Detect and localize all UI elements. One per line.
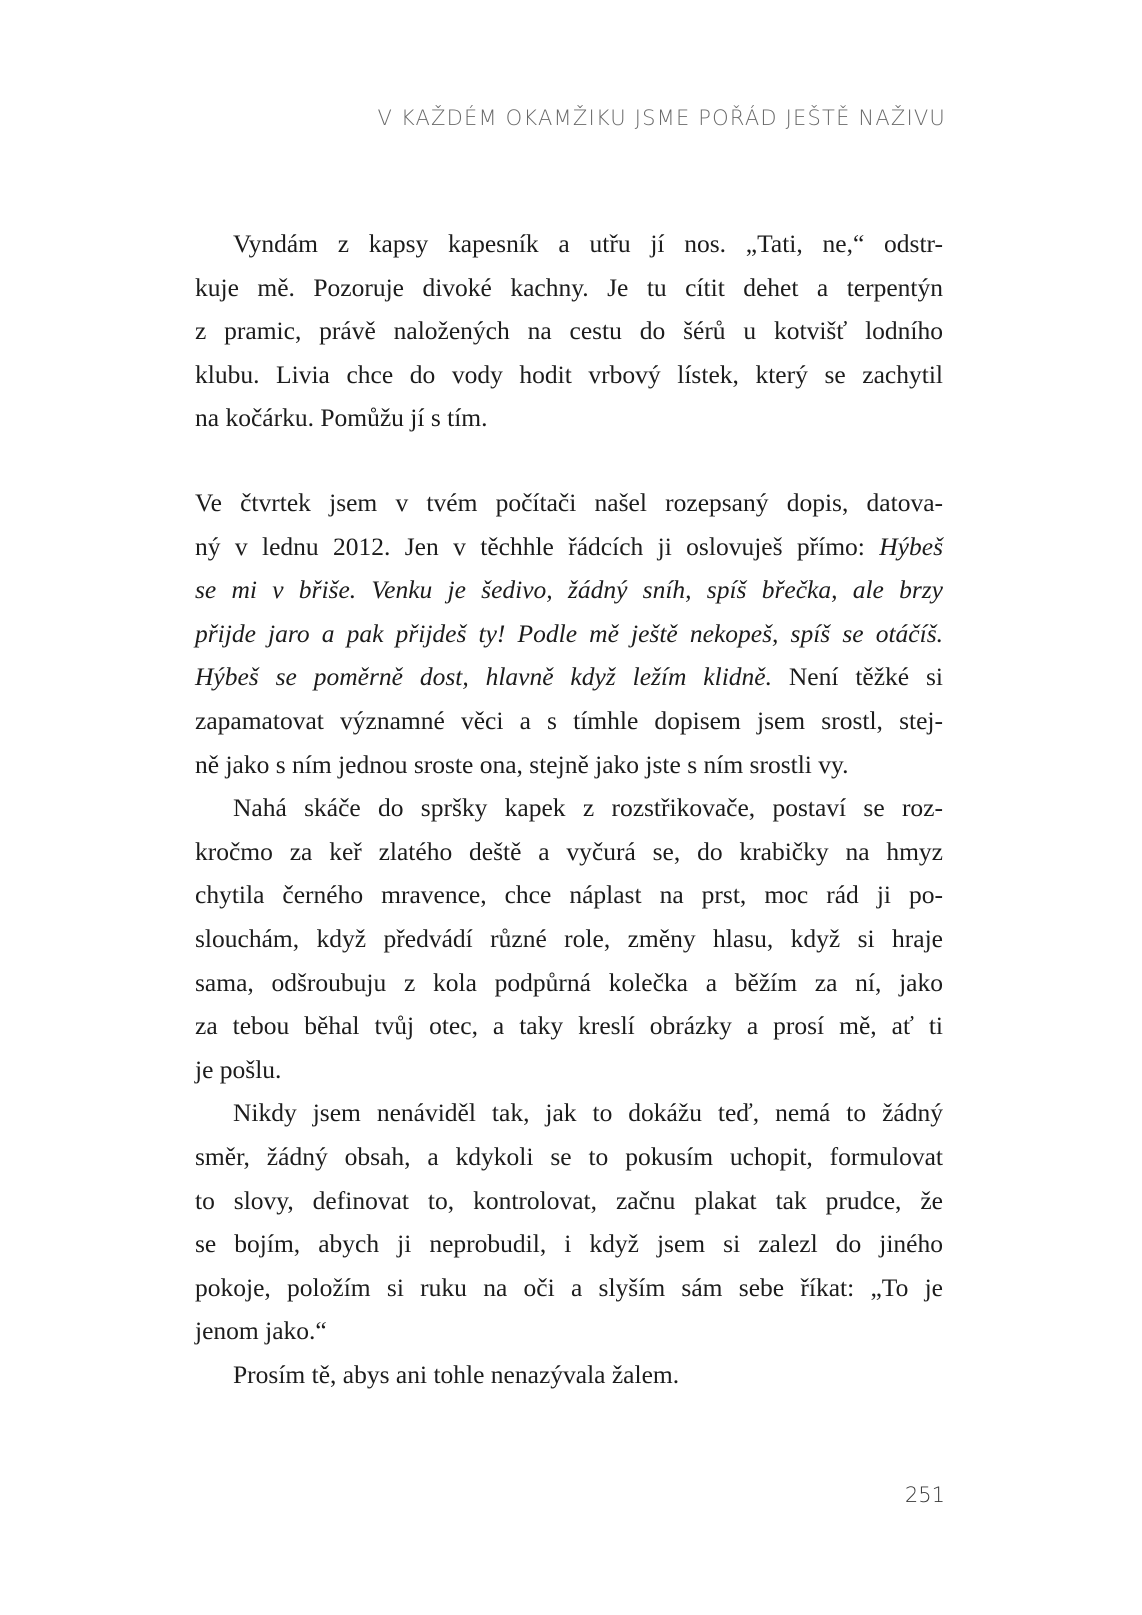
text-line — [195, 525, 943, 569]
text-line: kuje mě. Pozoruje divoké kachny. Je tu cítit dehet a terpentýn — [195, 272, 943, 302]
text-line: z pramic, právě naložených na cestu do šérů u kotvišť lodního — [195, 316, 943, 346]
text-line: Prosím tě, abys ani tohle nenazývala žalem. — [233, 1359, 680, 1389]
text-line — [195, 568, 943, 612]
text-line: Nikdy jsem nenáviděl tak, jak to dokážu teď, nemá to žádný — [233, 1098, 943, 1128]
text-section-dopis — [195, 481, 943, 1396]
text-line: Vyndám z kapsy kapesník a utřu jí nos. „Tati, ne,“ odstr- — [233, 229, 943, 258]
italic-quote-run: přijde jaro a pak přijdeš ty! Podle mě ještě nekopeš, spíš se otáčíš. — [195, 618, 943, 648]
italic-quote-run: Hýbeš — [879, 531, 943, 561]
text-line: směr, žádný obsah, a kdykoli se to pokusím uchopit, formulovat — [195, 1141, 943, 1171]
text-line: Ve čtvrtek jsem v tvém počítači našel rozepsaný dopis, datova- — [195, 488, 943, 517]
text-line: je pošlu. — [195, 1054, 282, 1084]
text-line: pokoje, položím si ruku na oči a slyším sám sebe říkat: „To je — [195, 1272, 943, 1302]
page-number: 251 — [904, 1483, 945, 1507]
text-line: za tebou běhal tvůj otec, a taky kreslí obrázky a prosí mě, ať ti — [195, 1011, 943, 1041]
paragraph-livia-kachny — [195, 222, 943, 440]
text-line: kročmo za keř zlatého deště a vyčurá se, do krabičky na hmyz — [195, 836, 943, 866]
running-head-title: V KAŽDÉM OKAMŽIKU JSME POŘÁD JEŠTĚ NAŽIVU — [377, 106, 946, 130]
text-line: Nahá skáče do spršky kapek z rozstřikovače, postaví se roz- — [233, 793, 943, 823]
text-line: chytila černého mravence, chce náplast na prst, moc rád ji po- — [195, 880, 943, 910]
text-line — [195, 612, 943, 656]
text-line: se bojím, abych ji neprobudil, i když jsem si zalezl do jiného — [195, 1229, 943, 1259]
text-line: zapamatovat významné věci a s tímhle dopisem jsem srostl, stej- — [195, 705, 943, 735]
paragraph-dopis — [195, 481, 943, 786]
paragraph-nikdy-jsem-nenavidel — [195, 1091, 943, 1353]
text-run: Není těžké si — [772, 662, 943, 692]
text-run: ný v lednu 2012. Jen v těchhle řádcích ji oslovuješ přímo: — [195, 531, 880, 561]
paragraph-prosim-te — [195, 1353, 943, 1397]
text-line: slouchám, když předvádí různé role, změny hlasu, když si hraje — [195, 923, 943, 953]
italic-quote-run: Hýbeš se poměrně dost, hlavně když ležím klidně. — [195, 662, 772, 692]
paragraph-naha-skace — [195, 786, 943, 1091]
text-line: jenom jako.“ — [195, 1316, 327, 1346]
text-line: ně jako s ním jednou sroste ona, stejně jako jste s ním srostli vy. — [195, 749, 849, 779]
text-line: na kočárku. Pomůžu jí s tím. — [195, 403, 488, 433]
text-line — [195, 655, 943, 699]
text-line: sama, odšroubuju z kola podpůrná kolečka a běžím za ní, jako — [195, 967, 943, 997]
italic-quote-run: se mi v břiše. Venku je šedivo, žádný sníh, spíš břečka, ale brzy — [195, 575, 943, 605]
text-line: klubu. Livia chce do vody hodit vrbový lístek, který se zachytil — [195, 359, 943, 389]
text-line: to slovy, definovat to, kontrolovat, začnu plakat tak prudce, že — [195, 1185, 943, 1215]
